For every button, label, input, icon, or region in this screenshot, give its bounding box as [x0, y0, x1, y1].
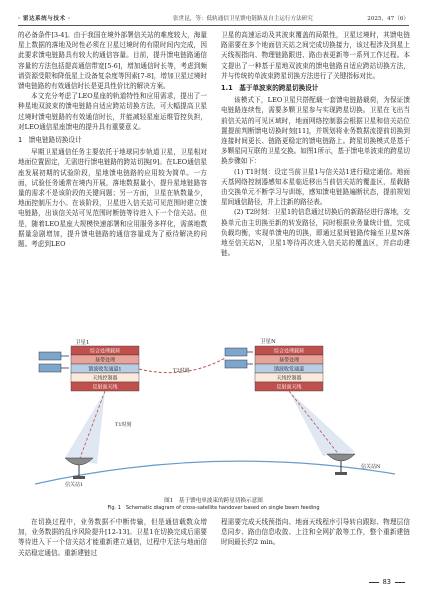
box-label: 基带处理 — [94, 357, 116, 364]
figure-caption-cn: 图1 基于馈电单波束的跨星切换示意图 — [164, 498, 263, 504]
left-column-bottom — [18, 517, 207, 571]
right-column-top — [221, 30, 410, 318]
figure-1-diagram — [35, 334, 395, 494]
box-label: 综合处理载荷 — [89, 348, 121, 355]
paragraph: (2) T2时刻：卫星1的信息通过切换后的新路径进行落地，交换单元由主切换至新的转发路径，同时根据业务量统计值，完成负载均衡，实现单馈电的切换，即通过星间链路传输至卫星N落地至信关站N，卫星1等待再次进入信关站的覆盖区，并启动建链。 — [221, 208, 410, 258]
box-label: 天线控制器 — [276, 375, 302, 382]
box-label: 馈波收发通道1 — [88, 366, 122, 373]
page-number: 83 — [382, 578, 391, 586]
t1-label: T1时刻 — [115, 422, 132, 428]
paragraph: 的必备条件[3-4]。由于我国在境外部署信关站的难度较大，海量星上数据的落地及时性必须在卫星过境时的有限时间内完成，因此要求馈电链路具有较大的通信容量。目前，提升馈电链路通信容量的方法包括提高通信带宽[5-6]，增加通信时长等，考虑到频谱资源受限和降低星上设备复杂度等因素[7-8]，增加卫星过境时馈电链路的有效通信时长是更具性价比的解决方案。 — [18, 31, 207, 91]
paragraph: 在切换过程中，业务数据不中断传输，但是通信载数众增加，业务数据的乱序风险提升[12-13]。卫星1在切换完成后需要等待进入下一个信关站才能重新建立通信，过程中无法与地面信关站稳定通信。重新建链过 — [18, 518, 207, 557]
feeder-beam-n — [289, 391, 355, 456]
box-label: 馈波收发通道 — [273, 366, 305, 373]
feeder-beam-1 — [65, 391, 105, 464]
satellite-n-payload-stack — [255, 346, 323, 391]
gateway-1-dish-icon — [65, 458, 93, 479]
article-title: 张世昆，等：低轨通信卫星馈电链路及自主运行方法研究 — [173, 16, 313, 22]
box-label: 基带处理 — [278, 357, 300, 364]
journal-name: · 雷达系统与技术 · — [18, 16, 71, 22]
page-footer — [365, 578, 409, 586]
paragraph: 本文充分考虑了LEO星座的轨道特性和应用需求，提出了一种星地双波束的馈电链路自适应跨站切换方法，可大幅提高卫星过境时馈电链路的有效通信时长，并能减轻星座运维管控负担，对LEO通信星座馈电的提升具有重要意义。 — [18, 92, 207, 131]
t2-label: T2时刻 — [173, 368, 190, 374]
box-label: 反射面天线 — [276, 384, 302, 391]
paragraph: 早期卫星通信任务主要依托于地球同步轨道卫星，卫星相对地面位置固定，无需进行馈电链路的跨站切换[9]。在LEO通信星座发展初期的试验阶段，星地馈电链路的应用较为简单。一方面，试验任务通常在境内开展，落地数据量小，提升星地链路容量的需求不是该阶段的关键问题；另一方面，卫星在轨数量少，地面控制压力小。在该阶段，卫星进入信关站可见范围时建立馈电链路，出该信关站可见范围时断链等待进入下一个信关站。但是，随着LEO星座大规模快速部署和应用服务多样化，需落地数据量急剧增加，提升馈电链路的通信容量成为了亟待解决的问题。考虑到LEO — [18, 148, 207, 249]
feeder-link-n — [289, 391, 340, 456]
issue-number: 2025，47（6） — [367, 16, 409, 22]
box-label: 综合处理载荷 — [273, 348, 305, 355]
gateway-n-dish-icon — [327, 454, 355, 475]
figure-caption-en: Fig. 1 Schematic diagram of cross-satellite handover based on single beam feeding — [107, 505, 320, 511]
left-column-top — [18, 30, 207, 318]
running-header — [18, 14, 409, 24]
satellite-1-icon — [39, 352, 69, 372]
box-label: 天线控制器 — [92, 375, 118, 382]
satN-label: 卫星N — [260, 339, 276, 345]
paragraph: (1) T1时刻：设定当前卫星1与信关站1进行稳定通信。地面天基网络控制器感知本星临近移出当前信关站的覆盖区，星载路由交换单元不断学习与训练，感知馈电链路遍断状态，提前规划星间通信路径，并上注新的路径表。 — [221, 167, 410, 207]
header-rule — [18, 25, 409, 26]
subsection-heading: 1.1 基于单波束的跨星切换设计 — [221, 84, 319, 93]
gateway-n-label: 信关站N — [361, 464, 381, 470]
gateway-1-label: 信关站1 — [65, 482, 84, 488]
right-column-bottom — [221, 517, 410, 571]
paragraph: 程需要完成天线预指向、地面天线程序引导转自跟踪、物理层信息同步、路由信息收敛、上注和全网扩散等工作，整个重新建链时间最长约2 min。 — [221, 518, 410, 547]
satellite-1-payload-stack — [71, 346, 139, 391]
box-label: 反射面天线 — [92, 384, 118, 391]
paragraph: 该模式下，LEO卫星只搭配载一套馈电链路载荷，为保证馈电链路连续性，需要多颗卫星参与实现跨星切换。卫星在飞出当前信关站的可见区域时，地面网络控制器会根据卫星和信关站位置提前判断馈电切换时刻[11]，并规划将业务数据流提前切换到连接时间更长、链路更稳定的馈电链路上。跨星切换模式是基于多颗星同互联的卫星交换。如图1所示，基于馈电单波束的跨星切换步骤如下： — [221, 96, 410, 166]
section-heading: 1 馈电链路切换设计 — [18, 136, 82, 145]
satellite-n-icon — [225, 348, 253, 368]
paragraph: 卫星的高速运动及其波束覆盖的局限性，卫星过境时，其馈电链路需要在多个地面信关站之间完成切换接力，该过程涉及到星上天线视指向、物理链路跟进、路由表更新等一系列工作过程。本文提出了一种基于星地双波束的馈电链路自适应跨站切换方法，并与传统的单波束跨星切换方法进行了关键指标对比。 — [221, 31, 410, 80]
sat1-label: 卫星1 — [75, 340, 90, 346]
